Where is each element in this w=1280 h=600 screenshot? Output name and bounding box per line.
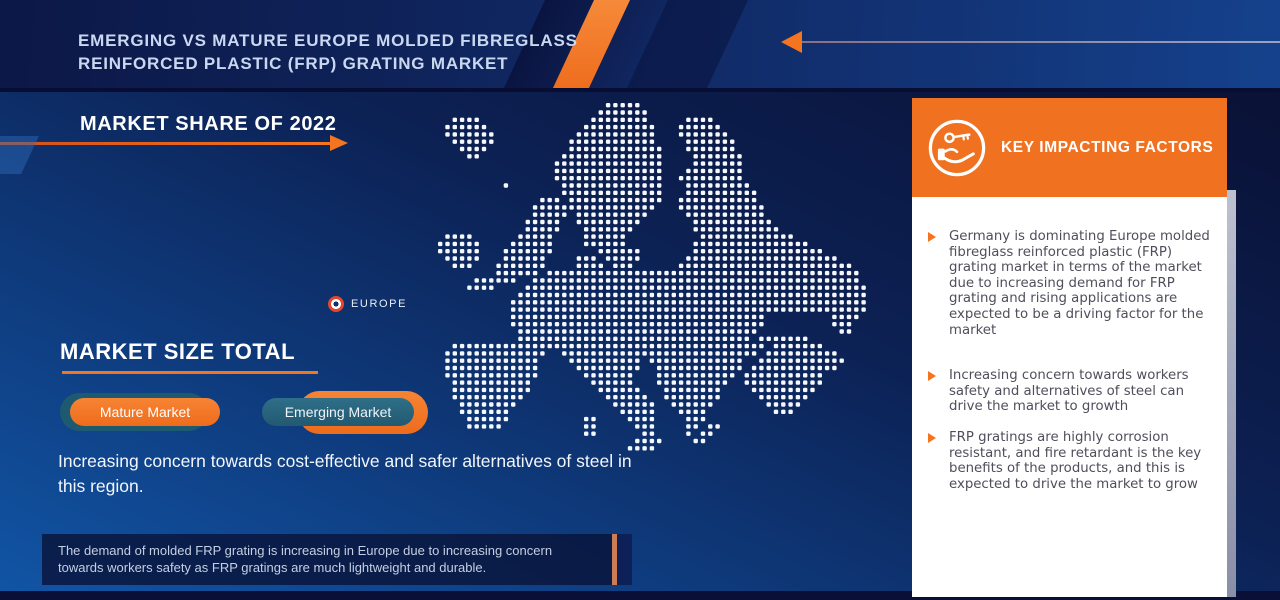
- page-title-line1: EMERGING VS MATURE EUROPE MOLDED FIBREGLASS: [78, 31, 578, 50]
- europe-dot-map: [438, 103, 876, 461]
- hand-holding-key-icon: [927, 118, 987, 178]
- market-share-title: MARKET SHARE OF 2022: [80, 113, 337, 135]
- bullet-arrow-icon: [928, 433, 936, 443]
- market-size-title: MARKET SIZE TOTAL: [60, 339, 296, 364]
- emerging-market-button-label[interactable]: Emerging Market: [262, 398, 414, 426]
- emerging-market-button[interactable]: [262, 398, 414, 426]
- left-edge-accent: [0, 136, 39, 174]
- bullet-arrow-icon: [928, 232, 936, 242]
- key-factors-list: [928, 229, 1216, 492]
- page-title-line2: REINFORCED PLASTIC (FRP) GRATING MARKET: [78, 54, 509, 73]
- bullet-text: FRP gratings are highly corrosion resistant, and fire retardant is the key benefits of the products, and this is expected to drive the market to grow: [949, 429, 1202, 492]
- key-factors-header: [912, 98, 1227, 197]
- target-icon: [328, 296, 344, 312]
- note-navy-stripe: [617, 534, 632, 585]
- bullet-text: Increasing concern towards workers safety and alternatives of steel can drive the market to growth: [949, 368, 1189, 415]
- list-item: [928, 368, 1216, 415]
- left-arrow-icon: [781, 31, 802, 53]
- list-item: [928, 229, 1216, 338]
- bullet-arrow-icon: [928, 371, 936, 381]
- key-factors-title: KEY IMPACTING FACTORS: [1001, 138, 1214, 156]
- market-share-underline-arrow: [0, 142, 330, 145]
- note-text: The demand of molded FRP grating is increasing in Europe due to increasing concern towards workers safety as FRP gratings are much lightweight and durable.: [42, 534, 612, 585]
- note-strip: [42, 534, 632, 585]
- mature-market-button[interactable]: [70, 398, 220, 426]
- right-arrow-icon: [330, 135, 348, 151]
- list-item: [928, 430, 1216, 492]
- bullet-text: Germany is dominating Europe molded fibreglass reinforced plastic (FRP) grating market in terms of the market due to increasing demand for FRP grating and rising applications are expected to be a driving factor for the market: [949, 229, 1210, 338]
- market-size-description: Increasing concern towards cost-effective and safer alternatives of steel in this region.: [58, 451, 632, 496]
- header-band: [0, 0, 1280, 92]
- page-title: [78, 29, 578, 75]
- key-factors-panel-shadow: [1227, 190, 1236, 597]
- europe-marker: [328, 296, 407, 312]
- europe-label: EUROPE: [351, 298, 408, 310]
- header-arrow-line: [801, 41, 1280, 43]
- market-size-underline: [62, 371, 318, 374]
- mature-market-button-label[interactable]: Mature Market: [70, 398, 220, 426]
